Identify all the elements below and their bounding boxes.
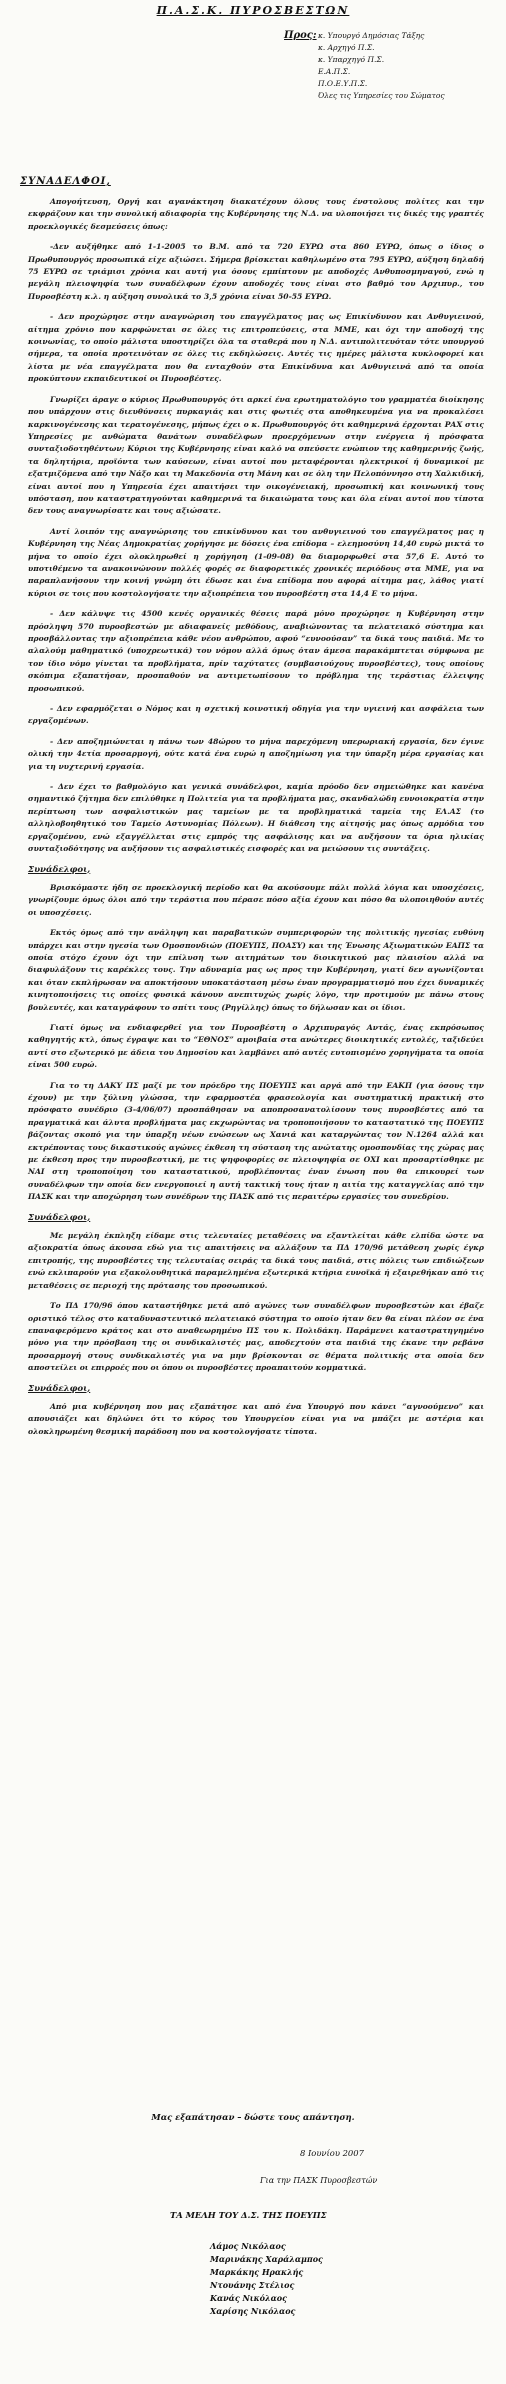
recipients-label: Προς: (284, 30, 317, 41)
salutation: ΣΥΝΑΔΕΛΦΟΙ, (20, 176, 111, 187)
body-paragraph: - Δεν προχώρησε στην αναγνώριση του επαγγέλματος μας ως Επικίνδυνου και Ανθυγιεινού, αίτημα χρόνιο που καρφώνεται σε όλες τις επιτροπεύσεις, στα ΜΜΕ, και όχι την αποδοχή της κοινωνίας, το οποίο μάλιστα υποστηρίζει όλα τα σταθερά που η Ν.Δ. αντιπολιτευόταν τότε υπουργού σήμερα, τα οποία προτεινόταν σε όλες τις εκδηλώσεις. Αυτές τις ημέρες μάλιστα κυκλοφορεί και λίστα με νέα επαγγέλματα που θα ενταχθούν στα Επικίνδυνα και Ανθυγιεινά από τα οποία προκύπτουν εκπαιδευτικοί οι Πυροσβέστες. (28, 312, 484, 384)
signatory-name: Μαρινάκης Χαράλαμπος (210, 2254, 323, 2264)
signatory-names (210, 2240, 323, 2318)
recipient-item: Ε.Α.Π.Σ. (318, 67, 351, 76)
body-paragraph: Βρισκόμαστε ήδη σε προεκλογική περίοδο και θα ακούσουμε πάλι πολλά λόγια και υποσχέσεις, γνωρίζουμε όμως όλοι από την τεράστια που πέρασε πόσο αξία έχουν και πόσο θα υλοποιηθούν αυτές οι υποσχέσεις. (28, 882, 484, 917)
body-paragraph: Από μια κυβέρνηση που μας εξαπάτησε και από ένα Υπουργό που κάνει “αγνοούμενο” και απουσιάζει και δηλώνει ότι το κύρος του Υπουργείου είναι για να μπάζει με αστέρια και ολοκληρωμένη θεσμική παράδοση που να κοστολογήσατε τίποτα. (28, 1401, 484, 1436)
closing-line: Μας εξαπάτησαν – δώστε τους απάντηση. (151, 2112, 355, 2122)
recipients-list (318, 30, 498, 102)
section-heading: Συνάδελφοι, (28, 864, 91, 875)
recipient-item: Π.Ο.Ε.Υ.Π.Σ. (318, 79, 368, 88)
body-paragraph: Εκτός όμως από την ανάληψη και παραβατικών συμπεριφορών της πολιτικής ηγεσίας ευθύνη υπάρχει και στην ηγεσία των Ομοσπονδιών (ΠΟΕΥΠΣ, ΠΟΑΣΥ) και της Ένωσης Αξιωματικών ΕΑΠΣ τα οποία στόχο έχουν όχι την επίλυση των αιτημάτων του διοικητικού μας πλαισίου αλλά να διαφυλάξουν τις καρέκλες τους. Την αδυναμία μας ως προς την Κυβέρνηση, γιατί δεν αγωνίζονται και όταν εκπλήρωσαν να αποκτήσουν υποκατάσταση μέσω έναν προγραμματισμό που έχει δυναμικές κινητοποιήσεις τις οποίες φυσικά κάνουν ανεπιτυχώς χωρίς λόγο, την προτιμούν με πάνω στους βουλευτές, και καταγράφουν το σπίτι τους (Ρηγίλλης) όπως το δήλωσαν και οι ίδιοι. (28, 928, 484, 1012)
section-heading: Συνάδελφοι, (28, 1212, 91, 1223)
body-paragraph: Το ΠΔ 170/96 όπου καταστήθηκε μετά από αγώνες των συναδέλφων πυροσβεστών και έβαζε οριστικό τέλος στο καταδυναστευτικό πελατειακό σύστημα το οποίο ήταν δεν θα είναι πλέον σε ένα επαναφερόμενο κράτος και στο αναθεωρημένο ΠΣ του κ. Πολιδάκη. Παράμενει καταστρατηγημένο μόνο για την πρόσβαση της οι συνδικαλιστές μας, αποδεχτούν στα παιδιά της έκανε την ρεβάνσ προσαρμογή στους συνδικαλιστές για να μην βρίσκονται σε θέματα πολιτικής στα οποία δεν αποστείλει οι επιρροές που οι όπου οι πυροσβέστες προαπαιτούν κομματικά. (28, 1301, 484, 1373)
body-paragraph: Απογοήτευση, Οργή και αγανάκτηση διακατέχουν όλους τους ένστολους πολίτες και την εκφράζουν και την συνολική αδιαφορία της Κυβέρνησης της Ν.Δ. να υλοποιήσει τις δικές της γραπτές προεκλογικές δεσμεύσεις όπως: (28, 197, 484, 231)
body-paragraph: -Δεν αυξήθηκε από 1-1-2005 το Β.Μ. από τα 720 ΕΥΡΩ στα 860 ΕΥΡΩ, όπως ο ίδιος ο Πρωθυπουργός προσωπικά είχε αξιώσει. Σήμερα βρίσκεται καθηλωμένο στα 795 ΕΥΡΩ, αύξηση δηλαδή 75 ΕΥΡΩ σε τριάμισι χρόνια και αυτή για όσους εμπίπτουν με αποδοχές Ανθυποσμηναγού, ενώ η μεγάλη πλειοψηφία των συναδέλφων έχουν αποδοχές τους είναι στο βαθμό του Αρχιπυρ., του Πυροσβέστη κ.λ. η αύξηση συνολικά το 3,5 χρόνια είναι 50-55 ΕΥΡΩ. (28, 242, 484, 301)
body-paragraph: Γνωρίζει άραγε ο κύριος Πρωθυπουργός ότι αρκεί ένα ερωτηματολόγιο του γραμματέα διοίκησης που υπάρχουν στις διευθύνσεις πυρκαγιάς και στις φωτιές στα αποθηκευμένα για να προκαλέσει καρκινογένεσης και τερατογένεσης, μήπως έχει ο κ. Πρωθυπουργός ότι καθημερινά έρχονται ΡΑΧ στις Υπηρεσίες με ανθώματα θανάτων συναδέλφων προερχόμενων στην ενέργεια ή πρόσφατα συνταξιοδοτηθέντων; Κύριοι της Κυβέρνησης είναι καλό να σπεύσετε ενώπιον της καθημερινής ζωής, τα δηλητήρια, προϊόντα των καύσεων, είναι αυτοί που μεταφέρονται ηλεκτρικοί ή δυναμικοί με εξατμιζόμενα από την Νάξο και τη Μακεδονία στη Μάνη και σε όλη την Πελοπόννησο στη Χαλκιδική, είναι αυτοί που η Υπηρεσία έχει απαιτήσει την οικογένειακή, προσωπική και κοινωνική τους υπόσταση, που καταστρατηγούνται καθημερινά τα δικαιώματα τους και όλα είναι αυτοί που τίποτα δεν τους αναγνωρίσατε και τους αξιώσατε. (28, 394, 484, 516)
body-paragraph: Με μεγάλη έκπληξη είδαμε στις τελευταίες μεταθέσεις να εξαντλείται κάθε ελπίδα ώστε να αξιοκρατία όπως άκουσα εδώ για τις απαιτήσεις να αλλάξουν τα ΠΔ 170/96 μετάθεση χωρίς έγκρ επιτροπής, της πυροσβέστες της τελευταίας σειράς τα δικά τους παιδιά, στις πόλεις των επιδιώξεων ενώ εκλιπαρούν για εξακολουθητικά παραμελημένα εξωτερικά κτήρια ευνοϊκά ή εξαιρεθήκαν από τις μεταθέσεις σε περιοχή της πρότασης του προσωπικού. (28, 1231, 484, 1290)
signatory-name: Κανάς Νικόλαος (210, 2293, 287, 2303)
body-paragraph: Για το τη ΔΑΚΥ ΠΣ μαζί με τον πρόεδρο της ΠΟΕΥΠΣ και αργά από την ΕΑΚΠ (για όσους την έχουν) με την ξύλινη γλώσσα, την εφαρμοστέα φρασεολογία και συστηματική πρακτική στο πρόσφατο συνέδριο (3-4/06/07) προσπάθησαν να αποπροσανατολίσουν τους πυροσβέστες από τα πραγματικά και άλυτα προβλήματα μας εκχωρώντας να τροποποιήσουν το καταστατικό της ΠΟΕΥΠΣ βάζοντας σκοπό για την ύπαρξη νέων ενώσεων ως Χανιά και καταργώντας τον Ν.1264 αλλά και εκτρέποντας τους δικαστικούς αγώνες έκθεση τη σύσταση της ανώτατης ομοσπονδίας της χώρας μας με έκθεση προς την πυροσβεστική, με τις ψηφοφορίες σε πλειοψηφία σε ΟΧΙ και προσαρτίσθηκε με ΝΑΙ στη τροποποίηση του καταστατικού, προβλέποντας έναν ένωση που θα επικουρεί των συναδέλφων την οποία δεν ενεργοποιεί η αυτή τακτική τους ήταν η αιτία της καταγγελίας από την ΠΑΣΚ και την αποχώρηση των συνέδρων της ΠΑΣΚ από τις περαιτέρω εργασίες του συνεδρίου. (28, 1080, 484, 1202)
document-header: Π.Α.Σ.Κ. ΠΥΡΟΣΒΕΣΤΩΝ (156, 4, 350, 17)
signature-for-line: Για την ΠΑΣΚ Πυροσβεστών (260, 2176, 378, 2185)
recipient-item: κ. Υπουργό Δημόσιας Τάξης (318, 31, 425, 40)
section-heading: Συνάδελφοι, (28, 1383, 91, 1394)
recipient-item: κ. Αρχηγό Π.Σ. (318, 43, 375, 52)
signatory-name: Λάμος Νικόλαος (210, 2241, 286, 2251)
recipient-item: κ. Υπαρχηγό Π.Σ. (318, 55, 385, 64)
signatory-name: Μαρκάκης Ηρακλής (210, 2267, 304, 2277)
document-date: 8 Ιουνίου 2007 (300, 2148, 364, 2158)
signatory-name: Ντουάνης Στέλιος (210, 2280, 295, 2290)
recipient-item: Όλες τις Υπηρεσίες του Σώματος (318, 91, 445, 100)
body-paragraph: - Δεν έχει το βαθμολόγιο και γενικά συνάδελφοι, καμία πρόοδο δεν σημειώθηκε και κανένα σημαντικό ζήτημα δεν επιλύθηκε η Πολιτεία για τα προβλήματα μας, σκανδαλώδη ευνοιοκρατία στην περίπτωση των ασφαλιστικών μας ταμείων με τα προβληματικά ταμεία της ΕΛ.ΑΣ (το αλληλοβοηθητικό του Ταμείο Αστυνομίας Πόλεων). Η διάθεση της αίτησής μας όπως αρμόδια του εργαζομένου, ενώ εξαγγέλλεται στις εμπρός της ασφάλισης και να αυξήσουν τα όρια ηλικίας συνταξιοδότησης να αυξήσουν τις ασφαλιστικές εισφορές και να μειώσουν τις συντάξεις. (28, 782, 484, 854)
signatory-name: Χαρίσης Νικόλαος (210, 2306, 296, 2316)
body-paragraph: - Δεν κάλυψε τις 4500 κενές οργανικές θέσεις παρά μόνο προχώρησε η Κυβέρνηση στην πρόσληψη 570 πυροσβεστών με αδιαφανείς μεθόδους, αναβιώνοντας τα πελατειακό σύστημα και προσβάλλοντας την αξιοπρέπεια κάθε νέου ανθρώπου, αφού “ευνοούσαν” τα δικά τους παιδιά. Με το αλαλούμ μαθηματικό (υποχρεωτικά) του νόμου αλλά όμως όταν άμεσα παρακάμπτεται σύμφωνα με τον ίδιο νόμο γίνεται τα προβλήματα, πρίν ταχύτατες (συμβασιούχους πυροσβέστες), τους οποίους σκόπιμα εξαπατήσαν, προσπαθούν να αντιμετωπίσουν το πρόβλημα της τεράστιας έλλειψης προσωπικού. (28, 609, 484, 693)
body-paragraph: - Δεν εφαρμόζεται ο Νόμος και η σχετική κοινοτική οδηγία για την υγιεινή και ασφάλεια των εργαζομένων. (28, 704, 484, 726)
members-title: ΤΑ ΜΕΛΗ ΤΟΥ Δ.Σ. ΤΗΣ ΠΟΕΥΠΣ (170, 2210, 327, 2220)
body-paragraph: Γιατί όμως να ενδιαφερθεί για τον Πυροσβέστη ο Αρχιπυραγός Αντάς, ένας εκπρόσωπος καθηγητής κτλ, όπως έγραψε και το “ΕΘΝΟΣ” αμοιβαία στα ανώτερες διοικητικές εντολές, ταξιδεύει αντί στο εξωτερικό με άδεια του Δημοσίου και λαμβάνει από αυτές ευτοπισμένο χορηγήματα τα οποία είναι 500 ευρώ. (28, 1022, 484, 1070)
letter-body (28, 196, 484, 1446)
body-paragraph: Αντί λοιπόν της αναγνώρισης του επικίνδυνου και του ανθυγιεινού του επαγγέλματος μας η Κυβέρνηση της Νέας Δημοκρατίας χορήγησε με δόσεις ένα επίδομα – ελεημοσύνη 14,40 ευρώ μικτά το μήνα το οποίο έχει ολοκληρωθεί η χορήγηση (1-09-08) θα διαμορφωθεί στα 57,6 Ε. Αυτό το υποτιθέμενο τα ανακοινώνουν πολλές φορές σε διαφορετικές χρονικές περιόδους στα ΜΜΕ, για να παραπλανήσουν την κοινή γνώμη ότι έδωσε και ένα επίδομα που αφορά αίτημα μας, λάθος γιατί κύριοι σε τοις που κοστολογήσατε την αξιοπρέπεια του πυροσβέστη στα 14,4 Ε το μήνα. (28, 526, 484, 598)
body-paragraph: - Δεν αποζημιώνεται η πάνω των 48ώρου το μήνα παρεχόμενη υπερωριακή εργασία, δεν έγινε ολική την 4ετία προσαρμογή, ούτε κατά ένα ευρώ η αποζημίωση για την ύπαρξη μέρα εργασίας και για τη νυχτερινή εργασία. (28, 736, 484, 771)
